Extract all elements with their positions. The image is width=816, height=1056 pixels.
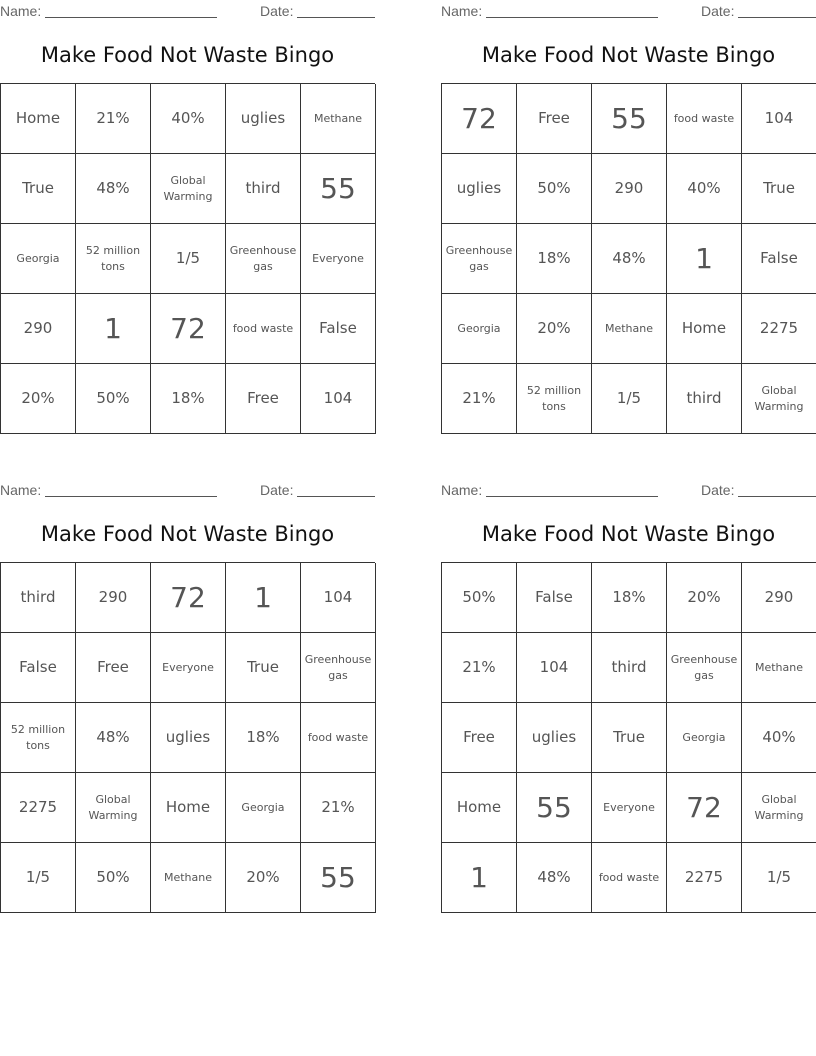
bingo-cell [667,773,742,843]
date-label: Date: [260,3,294,19]
bingo-cell-text: food waste [673,111,735,125]
bingo-cell [517,84,592,154]
bingo-cell [442,843,517,913]
bingo-cell [301,154,376,224]
bingo-cell [742,154,816,224]
bingo-cell-text: Everyone [312,251,364,265]
bingo-cell [742,294,816,364]
bingo-cell [592,633,667,703]
bingo-cell [1,84,76,154]
bingo-cell-text: Georgia [16,251,60,265]
bingo-cell [76,154,151,224]
name-label: Name: [441,3,483,19]
bingo-cell [517,364,592,434]
bingo-cell-text: Home [456,798,502,816]
bingo-cell [76,843,151,913]
bingo-cell [517,563,592,633]
bingo-cell-text: Greenhouse gas [670,653,738,682]
bingo-cell [1,773,76,843]
bingo-cell [301,633,376,703]
bingo-cell-text: Methane [313,111,363,125]
bingo-cell [226,843,301,913]
bingo-cell-text: 290 [23,319,53,337]
bingo-cell [667,84,742,154]
bingo-cell [592,563,667,633]
bingo-cell-text: Greenhouse gas [445,244,513,273]
date-line [738,496,816,497]
bingo-cell-text: Home [15,109,61,127]
bingo-cell-text: 50% [537,179,571,197]
bingo-cell [667,224,742,294]
bingo-cell [301,703,376,773]
bingo-cell-text: 48% [96,728,130,746]
bingo-cell-text: food waste [307,730,369,744]
bingo-cell-text: 290 [98,588,128,606]
bingo-cell-text: Home [165,798,211,816]
bingo-cell-text: Global Warming [163,174,213,203]
name-line [486,496,658,497]
bingo-cell-text: 104 [323,588,353,606]
bingo-cell [742,703,816,773]
bingo-cell-text: third [686,389,722,407]
bingo-grid [0,562,375,913]
bingo-cell-text: 20% [687,588,721,606]
bingo-cell [1,364,76,434]
bingo-cell [742,773,816,843]
bingo-cell [742,224,816,294]
bingo-cell [442,154,517,224]
bingo-cell-text: Georgia [682,730,726,744]
bingo-cell-text: Georgia [457,321,501,335]
bingo-cell [151,633,226,703]
bingo-cell [151,224,226,294]
bingo-cell [226,633,301,703]
bingo-cell [76,703,151,773]
bingo-cell [301,563,376,633]
bingo-cell-text: 72 [686,790,722,824]
date-line [738,17,816,18]
bingo-cell-text: False [760,249,798,267]
bingo-cell-text: 2275 [684,868,724,886]
bingo-cell [151,843,226,913]
bingo-cell-text: Free [463,728,495,746]
bingo-cell-text: 20% [21,389,55,407]
bingo-cell-text: Global Warming [754,384,804,413]
date-label: Date: [701,3,735,19]
bingo-cell-text: food waste [232,321,294,335]
bingo-cell-text: Methane [754,660,804,674]
bingo-cell [442,703,517,773]
bingo-cell-text: Home [681,319,727,337]
bingo-cell-text: uglies [456,179,502,197]
bingo-cell-text: Greenhouse gas [304,653,372,682]
bingo-cell-text: 1 [470,860,488,894]
card-header [441,3,816,19]
bingo-cell-text: 50% [96,389,130,407]
bingo-cell [1,294,76,364]
name-line [45,17,217,18]
bingo-cell [76,773,151,843]
bingo-cell-text: 290 [614,179,644,197]
name-label: Name: [0,3,42,19]
date-line [297,496,375,497]
bingo-cell-text: True [763,179,795,197]
name-label: Name: [0,482,42,498]
bingo-cell [667,563,742,633]
bingo-cell [442,633,517,703]
card-header [441,482,816,498]
bingo-cell [226,563,301,633]
bingo-cell-text: 1/5 [766,868,792,886]
bingo-cell-text: Methane [604,321,654,335]
card-title: Make Food Not Waste Bingo [481,43,776,67]
bingo-cell-text: 72 [461,101,497,135]
bingo-cell [151,294,226,364]
bingo-cell-text: 48% [96,179,130,197]
bingo-cell [667,843,742,913]
bingo-cell-text: 104 [764,109,794,127]
bingo-cell-text: Global Warming [88,793,138,822]
bingo-cell [592,154,667,224]
date-label: Date: [260,482,294,498]
bingo-cell [1,703,76,773]
bingo-cell [151,364,226,434]
bingo-card-1 [0,0,375,434]
bingo-cell-text: 55 [320,860,356,894]
bingo-cell [301,224,376,294]
bingo-cell-text: 18% [537,249,571,267]
card-title: Make Food Not Waste Bingo [40,522,335,546]
bingo-cell [592,703,667,773]
bingo-cell [517,843,592,913]
bingo-cell-text: False [319,319,357,337]
bingo-cell [301,294,376,364]
bingo-cell [442,84,517,154]
bingo-cell-text: Methane [163,870,213,884]
bingo-cell-text: 48% [537,868,571,886]
bingo-cell [667,633,742,703]
bingo-cell-text: uglies [240,109,286,127]
bingo-cell-text: 290 [764,588,794,606]
bingo-cell [1,633,76,703]
date-label: Date: [701,482,735,498]
bingo-cell [301,773,376,843]
bingo-grid [0,83,375,434]
bingo-cell [442,294,517,364]
bingo-cell-text: 1 [104,311,122,345]
bingo-cell [592,364,667,434]
bingo-cell-text: 18% [171,389,205,407]
bingo-cell-text: Georgia [241,800,285,814]
bingo-cell [226,154,301,224]
bingo-cell [226,364,301,434]
bingo-cell [517,633,592,703]
card-title: Make Food Not Waste Bingo [40,43,335,67]
bingo-cell [226,84,301,154]
bingo-cell [1,843,76,913]
bingo-cell-text: third [611,658,647,676]
bingo-cell-text: 1/5 [25,868,51,886]
bingo-cell-text: True [247,658,279,676]
bingo-cell [667,703,742,773]
bingo-cell-text: 72 [170,580,206,614]
bingo-cell-text: 52 million tons [85,244,141,273]
bingo-cell [592,84,667,154]
card-header [0,3,375,19]
bingo-cell [76,563,151,633]
date-line [297,17,375,18]
bingo-cell [517,773,592,843]
bingo-cell-text: 1/5 [175,249,201,267]
bingo-cell-text: 55 [536,790,572,824]
bingo-cell-text: False [535,588,573,606]
name-line [486,17,658,18]
bingo-cell-text: 2275 [18,798,58,816]
bingo-card-3 [0,479,375,913]
bingo-grid [441,83,816,434]
bingo-cell-text: 55 [611,101,647,135]
bingo-cell [301,84,376,154]
name-line [45,496,217,497]
bingo-cell-text: Everyone [162,660,214,674]
bingo-cell-text: True [613,728,645,746]
bingo-cell-text: 48% [612,249,646,267]
bingo-cell [442,773,517,843]
bingo-cell [517,154,592,224]
bingo-cell [742,563,816,633]
bingo-cell-text: Everyone [603,800,655,814]
bingo-cell [742,633,816,703]
card-header [0,482,375,498]
bingo-cell [76,294,151,364]
bingo-cell-text: 20% [246,868,280,886]
bingo-cell [226,773,301,843]
bingo-cell-text: uglies [165,728,211,746]
bingo-cell [442,364,517,434]
bingo-cell-text: Greenhouse gas [229,244,297,273]
bingo-cell [76,364,151,434]
bingo-cell-text: 18% [612,588,646,606]
bingo-cell [592,224,667,294]
name-label: Name: [441,482,483,498]
bingo-cell-text: 55 [320,171,356,205]
bingo-cell-text: Free [538,109,570,127]
bingo-cell-text: 50% [462,588,496,606]
bingo-cell [442,563,517,633]
bingo-cell-text: 52 million tons [10,723,66,752]
bingo-cell [742,364,816,434]
bingo-cell [151,703,226,773]
bingo-cell [442,224,517,294]
bingo-cell-text: 20% [537,319,571,337]
bingo-cell [517,294,592,364]
bingo-cell-text: 40% [171,109,205,127]
bingo-cell-text: 52 million tons [526,384,582,413]
bingo-cell [667,364,742,434]
bingo-cell [226,294,301,364]
bingo-cell [742,84,816,154]
bingo-cell-text: third [245,179,281,197]
bingo-cell [301,364,376,434]
bingo-cell [151,84,226,154]
bingo-cell [592,294,667,364]
bingo-cell-text: 1 [695,241,713,275]
bingo-cell [1,224,76,294]
bingo-cell-text: 21% [96,109,130,127]
bingo-cell-text: 40% [762,728,796,746]
bingo-cell-text: third [20,588,56,606]
bingo-cell-text: 21% [462,658,496,676]
bingo-cell [301,843,376,913]
bingo-cell-text: 1/5 [616,389,642,407]
bingo-cell [742,843,816,913]
bingo-cell [1,563,76,633]
bingo-cell [76,224,151,294]
bingo-cell [517,703,592,773]
card-title: Make Food Not Waste Bingo [481,522,776,546]
bingo-cell-text: 104 [539,658,569,676]
bingo-cell-text: 21% [462,389,496,407]
bingo-cell-text: 18% [246,728,280,746]
bingo-cell [151,773,226,843]
bingo-card-2 [441,0,816,434]
bingo-cell-text: Free [97,658,129,676]
bingo-cell-text: 50% [96,868,130,886]
bingo-cell-text: True [22,179,54,197]
bingo-cell [226,703,301,773]
bingo-cell [1,154,76,224]
bingo-cell [517,224,592,294]
bingo-cell-text: 104 [323,389,353,407]
bingo-cell-text: uglies [531,728,577,746]
bingo-cell [667,294,742,364]
bingo-cell-text: 1 [254,580,272,614]
bingo-card-4 [441,479,816,913]
bingo-cell-text: 40% [687,179,721,197]
bingo-cell [76,84,151,154]
bingo-cell [151,563,226,633]
bingo-grid [441,562,816,913]
bingo-cell [592,773,667,843]
bingo-cell [151,154,226,224]
bingo-cell-text: 72 [170,311,206,345]
bingo-cell [76,633,151,703]
bingo-cell-text: 21% [321,798,355,816]
bingo-cell-text: Free [247,389,279,407]
bingo-cell-text: False [19,658,57,676]
bingo-cell [667,154,742,224]
bingo-cell-text: Global Warming [754,793,804,822]
bingo-cell [592,843,667,913]
bingo-cell-text: 2275 [759,319,799,337]
bingo-cell [226,224,301,294]
bingo-cell-text: food waste [598,870,660,884]
